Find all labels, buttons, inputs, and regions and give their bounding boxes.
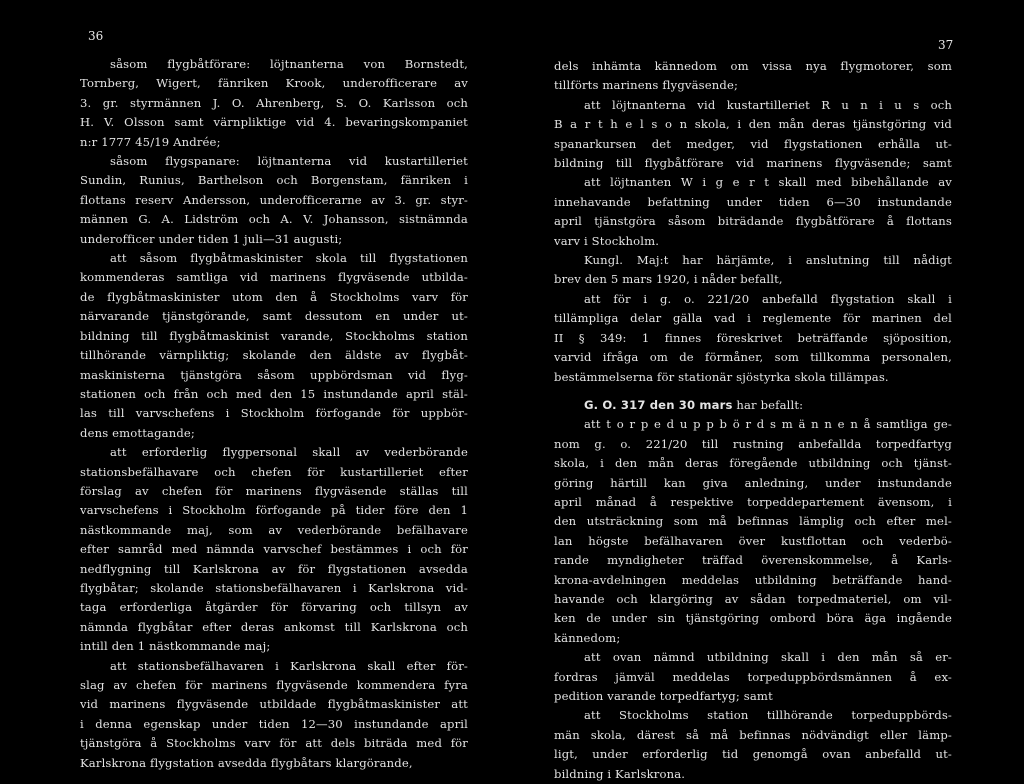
text-line: skola, i den mån deras föregående utbildning och tjänst-: [554, 456, 952, 471]
text-line: närvarande tjänstgörande, samt dessutom en under ut-: [80, 309, 468, 324]
text-line: maskinisterna tjänstgöra såsom uppbördsman vid flyg-: [80, 367, 468, 382]
text-line: nom g. o. 221/20 till rustning anbefallda torpedfartyg: [554, 436, 952, 451]
text-line: dens emottagande;: [80, 425, 195, 440]
text-line: Tornberg, Wigert, fänriken Krook, underofficerare av: [80, 76, 468, 91]
text-line: havande och klargöring av sådan torpedmateriel, om vil-: [554, 591, 952, 606]
order-heading-line: [554, 396, 952, 415]
text-line: göring härtill kan giva anledning, under instundande: [554, 475, 952, 490]
text-line: att för i g. o. 221/20 anbefalld flygstation skall i: [584, 291, 952, 306]
page-number-right: 37: [938, 38, 954, 52]
right-text-lower: [554, 415, 952, 784]
text-line: brev den 5 mars 1920, i nåder befallt,: [554, 272, 783, 287]
text-line: Kungl. Maj:t har härjämte, i anslutning till nådigt: [584, 253, 952, 268]
text-line: tillförts marinens flygväsende;: [554, 78, 739, 93]
text-line: las till varvschefens i Stockholm förfogande för uppbör-: [80, 406, 468, 421]
text-line: ken de under sin tjänstgöring ombord böra äga ingående: [554, 611, 952, 626]
text-line: rande myndigheter träffad överenskommelse, å Karls-: [554, 553, 952, 568]
text-line: varvschefens i Stockholm förfogande på tider före den 1: [80, 503, 468, 518]
right-page: [512, 0, 1024, 781]
order-heading-rest: har befallt:: [732, 397, 804, 412]
text-line: i denna egenskap under tiden 12—30 instundande april: [80, 716, 468, 731]
text-line: männen G. A. Lidström och A. V. Johansson, sistnämnda: [80, 212, 468, 227]
left-text-column: [80, 55, 468, 773]
text-line: spanarkursen det medger, vid flygstationen erhålla ut-: [554, 136, 952, 151]
text-line: intill den 1 nästkommande maj;: [80, 639, 271, 654]
left-page: [0, 0, 512, 770]
text-line: nämnda flygbåtar efter deras ankomst till Karlskrona och: [80, 619, 468, 634]
text-line: 3. gr. styrmännen J. O. Ahrenberg, S. O. Karlsson och: [80, 95, 468, 110]
text-line: pedition varande torpedfartyg; samt: [554, 689, 773, 703]
text-line: att löjtnanten W i g e r t skall med bibehållande av: [584, 175, 952, 190]
text-line: bildning till flygbåtförare vid marinens flygväsende; samt: [554, 156, 952, 171]
text-line: april månad å respektive torpeddepartement ävensom, i: [554, 494, 952, 509]
text-line: ligt, under erforderlig tid genomgå ovan anbefalld ut-: [554, 747, 952, 762]
text-line: bildning i Karlskrona.: [554, 766, 686, 781]
text-line: innehavande befattning under tiden 6—30 instundande: [554, 194, 952, 209]
text-line: såsom flygbåtförare: löjtnanterna von Bornstedt,: [110, 57, 468, 71]
text-line: att Stockholms station tillhörande torpeduppbörds-: [584, 708, 952, 723]
text-line: flygbåtar; skolande stationsbefälhavaren i Karlskrona vid-: [80, 580, 468, 595]
page-number-left: 36: [88, 29, 104, 43]
section-gap: [554, 387, 952, 396]
text-line: flottans reserv Andersson, underofficerarne av 3. gr. styr-: [80, 192, 468, 207]
text-line: Sundin, Runius, Barthelson och Borgenstam, fänriken i: [80, 173, 468, 188]
text-line: kännedom;: [554, 630, 621, 645]
text-line: att erforderlig flygpersonal skall av vederbörande: [110, 445, 468, 460]
text-line: kommenderas samtliga vid marinens flygväsende utbilda-: [80, 270, 468, 285]
text-line: tillämpliga delar gälla vad i reglemente för marinen del: [554, 311, 952, 326]
text-line: Karlskrona flygstation avsedda flygbåtars klargörande,: [80, 755, 413, 770]
text-line: att ovan nämnd utbildning skall i den mån så er-: [584, 650, 952, 665]
text-line: de flygbåtmaskinister utom den å Stockholms varv för: [80, 289, 468, 304]
text-line: krona-avdelningen meddelas utbildning beträffande hand-: [554, 572, 952, 587]
text-line: att stationsbefälhavaren i Karlskrona skall efter för-: [110, 658, 468, 673]
text-line: lan högste befälhavaren över kustflottan och vederbö-: [554, 533, 952, 548]
text-line: nedflygning till Karlskrona av för flygstationen avsedda: [80, 561, 468, 576]
text-line: april tjänstgöra såsom biträdande flygbåtförare å flottans: [554, 214, 952, 229]
text-line: II § 349: 1 finnes föreskrivet beträffande sjöposition,: [554, 330, 952, 345]
text-line: bestämmelserna för stationär sjöstyrka skola tillämpas.: [554, 369, 889, 384]
text-line: vid marinens flygväsende utbildade flygbåtmaskinister att: [80, 697, 468, 712]
text-line: slag av chefen för marinens flygväsende kommendera fyra: [80, 678, 468, 692]
text-line: B a r t h e l s o n skola, i den mån deras tjänstgöring vid: [554, 117, 952, 132]
right-text-column: [554, 57, 952, 784]
text-line: varvid ifråga om de förmåner, som tillkomma personalen,: [554, 350, 952, 365]
text-line: att t o r p e d u p p b ö r d s m ä n n e n å samtliga ge-: [584, 417, 952, 432]
right-text-upper: [554, 57, 952, 387]
order-heading: G. O. 317 den 30 mars: [584, 397, 733, 412]
text-line: förslag av chefen för marinens flygväsende ställas till: [80, 483, 468, 498]
text-line: fordras jämväl meddelas torpeduppbördsmännen å ex-: [554, 669, 952, 684]
text-line: taga erforderliga åtgärder för förvaring och tillsyn av: [80, 600, 468, 615]
text-line: efter samråd med nämnda varvschef bestämmes i och för: [80, 542, 468, 557]
text-line: nästkommande maj, som av vederbörande befälhavare: [80, 522, 468, 537]
text-line: tillhörande värnpliktig; skolande den äldste av flygbåt-: [80, 348, 468, 363]
text-line: tjänstgöra å Stockholms varv för att dels biträda med för: [80, 736, 468, 751]
text-line: dels inhämta kännedom om vissa nya flygmotorer, som: [554, 59, 952, 73]
text-line: underofficer under tiden 1 juli—31 augusti;: [80, 231, 343, 246]
text-line: varv i Stockholm.: [554, 233, 660, 248]
text-line: att såsom flygbåtmaskinister skola till flygstationen: [110, 251, 468, 266]
text-line: bildning till flygbåtmaskinist varande, Stockholms station: [80, 328, 468, 343]
text-line: H. V. Olsson samt värnpliktige vid 4. bevaringskompaniet: [80, 115, 468, 130]
text-line: stationen och från och med den 15 instundande april stäl-: [80, 386, 468, 401]
text-line: män skola, därest så må befinnas nödvändigt eller lämp-: [554, 727, 952, 742]
text-line: stationsbefälhavare och chefen för kustartilleriet efter: [80, 464, 468, 479]
text-line: n:r 1777 45/19 Andrée;: [80, 134, 221, 149]
text-line: såsom flygspanare: löjtnanterna vid kustartilleriet: [110, 154, 468, 169]
text-line: att löjtnanterna vid kustartilleriet R u n i u s och: [584, 97, 952, 112]
text-line: den utsträckning som må befinnas lämplig och efter mel-: [554, 514, 952, 529]
